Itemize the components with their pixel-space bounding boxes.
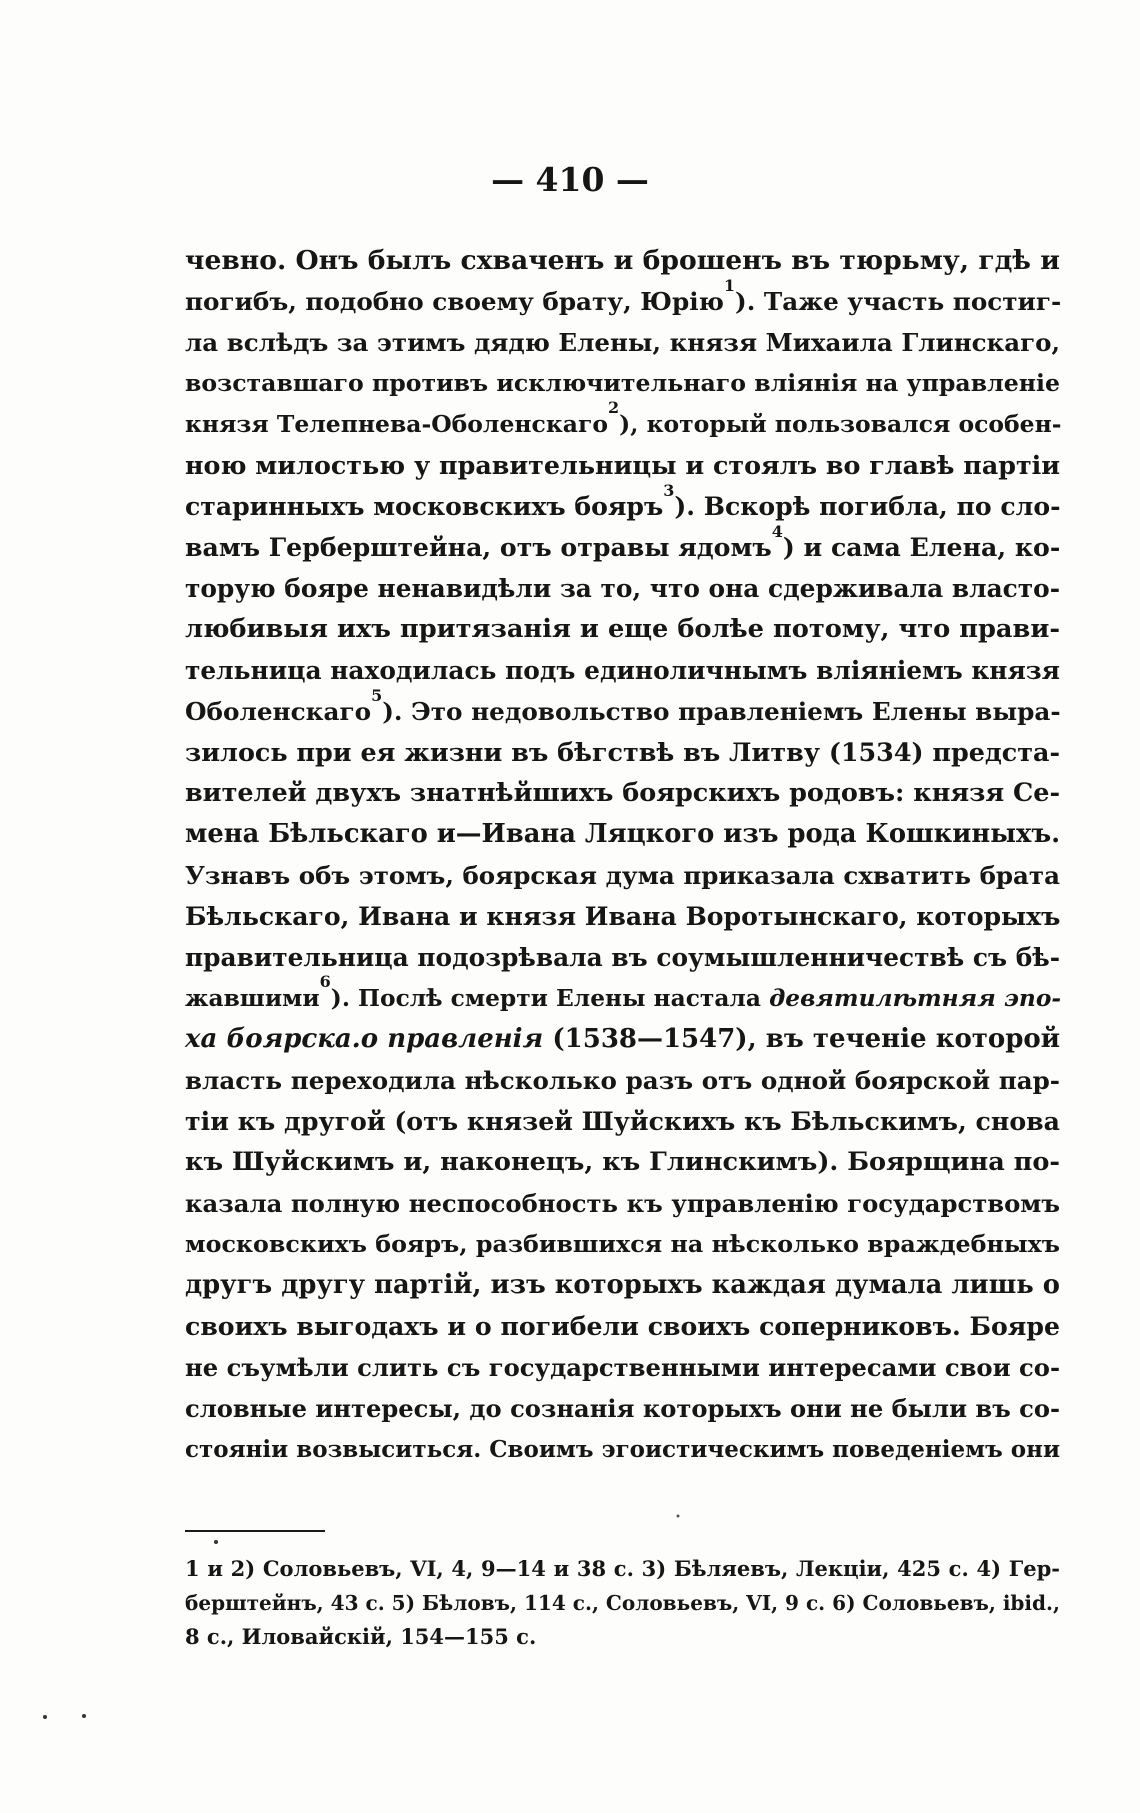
text-line: ла вслѣдъ за этимъ дядю Елены, князя Михаила Глинскаго, xyxy=(185,328,1060,357)
text-line: торую бояре ненавидѣли за то, что она сдерживала власто- xyxy=(185,574,1060,603)
footnote-ref[interactable]: 2 xyxy=(607,398,620,418)
text-line: погибъ, подобно своему брату, Юрію$^1$). Таже участь постиг- xyxy=(185,275,1062,316)
text-line: зилось при ея жизни въ бѣгствѣ въ Литву (1534) предста- xyxy=(185,737,1060,767)
text-line: чевно. Онъ былъ схваченъ и брошенъ въ тюрьму, гдѣ и xyxy=(185,245,1060,276)
footnote-rule xyxy=(185,1530,325,1532)
footnotes xyxy=(185,1552,1060,1654)
footnote-ref[interactable]: 3 xyxy=(663,480,675,500)
page-number: — 410 — xyxy=(491,160,649,199)
footnote-line: берштейнъ, 43 с. 5) Бѣловъ, 114 с., Соловьевъ, VI, 9 с. 6) Соловьевъ, ibid., xyxy=(185,1591,1060,1615)
footnote-line: 8 с., Иловайскій, 154—155 с. xyxy=(185,1624,537,1649)
text-line: ною милостью у правительницы и стоялъ во главѣ партіи xyxy=(185,450,1061,480)
text-line: своихъ выгодахъ и о погибели своихъ соперниковъ. Бояре xyxy=(185,1311,1060,1341)
text-line: Оболенскаго$^5$). Это недовольство правленіемъ Елены выра- xyxy=(185,685,1061,726)
text-line: казала полную неспособность къ управленію государствомъ xyxy=(185,1189,1060,1218)
footnote-line: 1 и 2) Соловьевъ, VI, 4, 9—14 и 38 с. 3) Бѣляевъ, Лекціи, 425 с. 4) Гер- xyxy=(185,1556,1060,1581)
text-line: не съумѣли слить съ государственными интересами свои со- xyxy=(185,1353,1061,1382)
text-line: тельница находилась подъ единоличнымъ вліяніемъ князя xyxy=(185,656,1060,685)
text-line: Бѣльскаго, Ивана и князя Ивана Воротынскаго, которыхъ xyxy=(185,901,1061,931)
italic-term: девятилѣтняя эпо- xyxy=(769,985,1062,1012)
text-line: мена Бѣльскаго и—Ивана Ляцкого изъ рода Кошкиныхъ. xyxy=(185,819,1061,849)
italic-term: ха боярска.о правленія xyxy=(185,1024,544,1054)
text-line: стояніи возвыситься. Своимъ эгоистическимъ поведеніемъ они xyxy=(185,1436,1060,1463)
body-text xyxy=(185,240,1060,1470)
text-line: правительница подозрѣвала въ соумышленничествѣ съ бѣ- xyxy=(185,943,1060,972)
text-line: словные интересы, до сознанія которыхъ они не были въ со- xyxy=(185,1394,1061,1423)
text-line: князя Телепнева-Оболенскаго$^2$), который пользовался особен- xyxy=(185,398,1062,438)
text-line: жавшими$^6$). Послѣ смерти Елены настала девятилѣтняя эпо- xyxy=(185,972,1062,1012)
text-line: ха боярска.о правленія (1538—1547), въ теченіе которой xyxy=(185,1024,1060,1054)
footnote-ref[interactable]: 5 xyxy=(371,685,383,705)
text-line: московскихъ бояръ, разбившихся на нѣсколько враждебныхъ xyxy=(185,1230,1060,1258)
text-line: вителей двухъ знатнѣйшихъ боярскихъ родовъ: князя Се- xyxy=(185,778,1061,808)
text-line: къ Шуйскимъ и, наконецъ, къ Глинскимъ). Боярщина по- xyxy=(185,1147,1061,1177)
text-line: другъ другу партій, изъ которыхъ каждая думала лишь о xyxy=(185,1270,1060,1300)
text-line: тіи къ другой (отъ князей Шуйскихъ къ Бѣльскимъ, снова xyxy=(185,1106,1060,1136)
footnote-ref[interactable]: 4 xyxy=(771,521,783,541)
footnote-ref[interactable]: 6 xyxy=(319,972,331,992)
text-line: старинныхъ московскихъ бояръ$^3$). Вскорѣ погибла, по сло- xyxy=(185,480,1061,521)
text-line: возставшаго противъ исключительнаго вліянія на управленіе xyxy=(185,369,1060,397)
text-line: власть переходила нѣсколько разъ отъ одной боярской пар- xyxy=(185,1066,1060,1095)
text-line: вамъ Герберштейна, отъ отравы ядомъ$^4$) и сама Елена, ко- xyxy=(185,521,1061,562)
text-line: Узнавъ объ этомъ, боярская дума приказала схватить брата xyxy=(185,861,1060,890)
text-line: любивыя ихъ притязанія и еще болѣе потому, что прави- xyxy=(185,614,1060,644)
footnote-ref[interactable]: 1 xyxy=(723,275,736,295)
